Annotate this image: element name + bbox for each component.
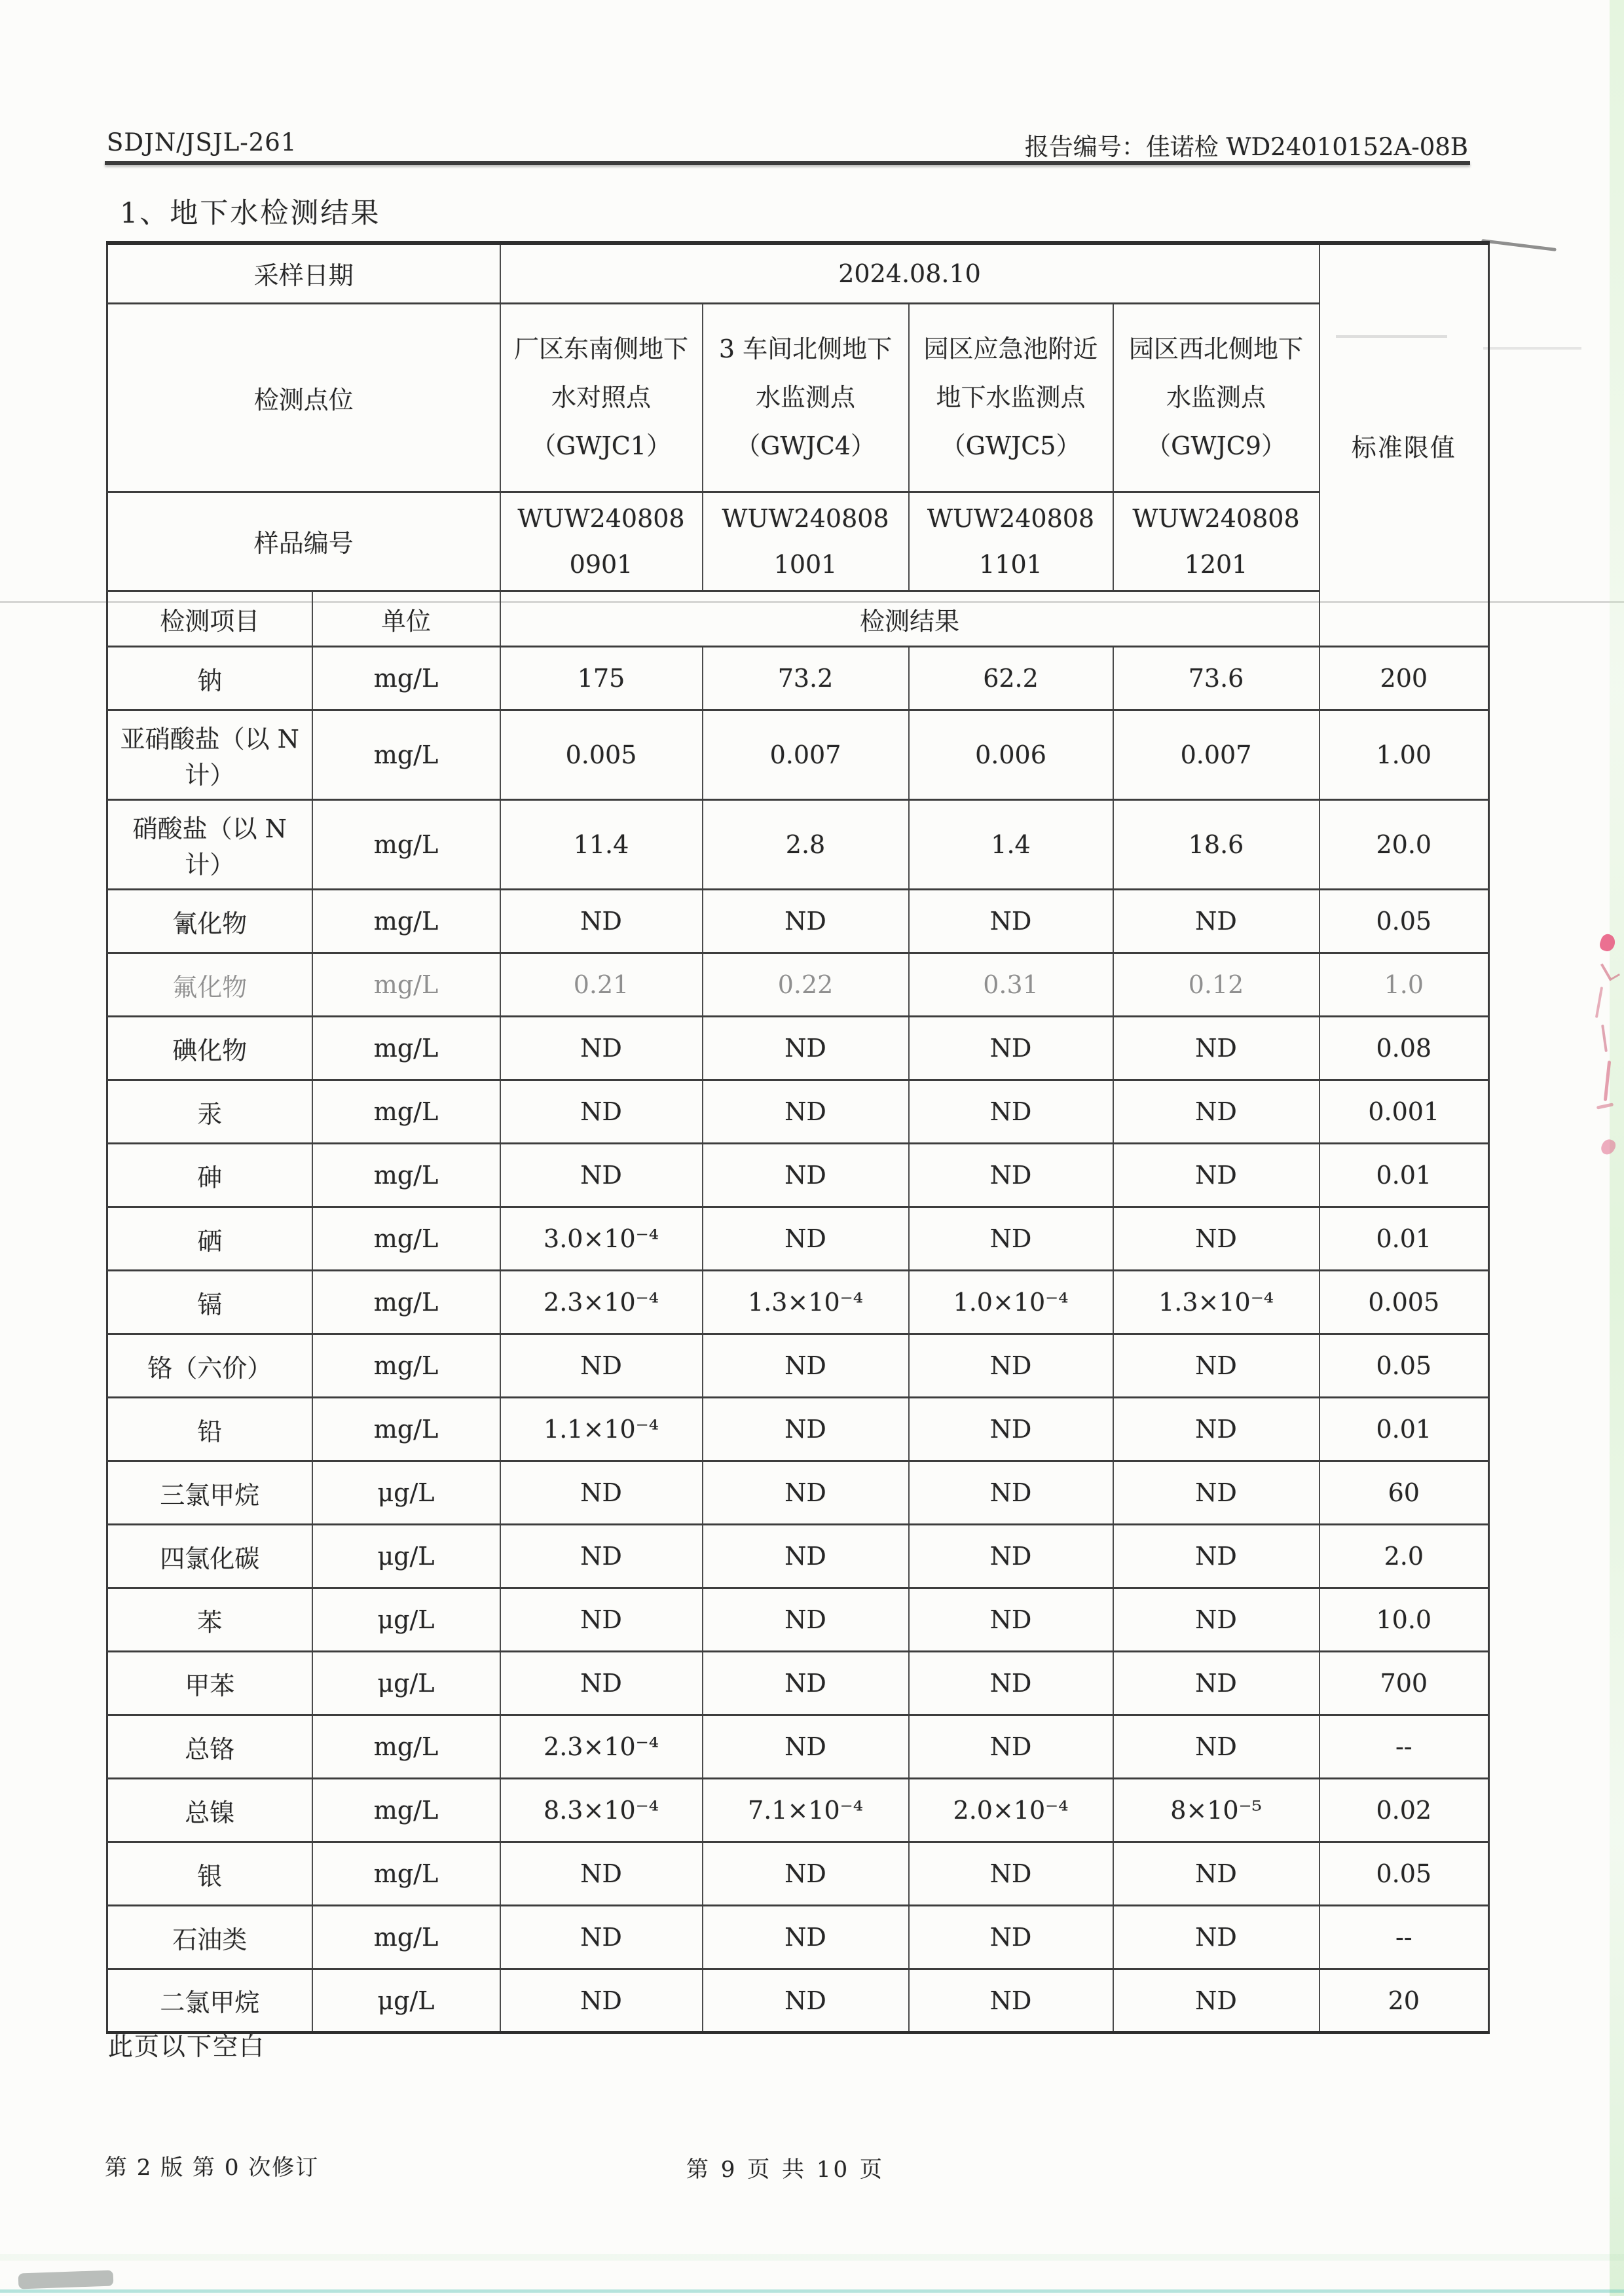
result-value: ND: [500, 890, 703, 953]
result-value: ND: [703, 1588, 909, 1652]
footer-page-number: 第 9 页 共 10 页: [686, 2157, 885, 2183]
result-value: ND: [703, 1652, 909, 1715]
result-value: ND: [1113, 1334, 1320, 1398]
analyte-unit: μg/L: [312, 1652, 500, 1715]
table-row: [107, 1207, 1489, 1271]
limit-value: 1.00: [1320, 710, 1489, 800]
analyte-name: 总镍: [107, 1779, 312, 1842]
red-pen-stroke: [1600, 958, 1620, 981]
table-row: [107, 1334, 1489, 1398]
table-row: [107, 710, 1489, 800]
analyte-unit: μg/L: [312, 1525, 500, 1588]
limit-value: 0.01: [1320, 1398, 1489, 1461]
analyte-unit: mg/L: [312, 1271, 500, 1334]
result-value: ND: [703, 1969, 909, 2033]
table-row: [107, 1525, 1489, 1588]
analyte-name: 氰化物: [107, 890, 312, 953]
item-column-header: 检测项目: [107, 591, 312, 647]
red-pen-marks: [1593, 926, 1619, 1169]
result-value: ND: [909, 1652, 1113, 1715]
header-rule: [105, 161, 1470, 165]
limit-value: --: [1320, 1715, 1489, 1779]
result-value: ND: [1113, 1715, 1320, 1779]
result-value: ND: [703, 890, 909, 953]
analyte-name: 石油类: [107, 1906, 312, 1969]
result-value: 8.3×10⁻⁴: [500, 1779, 703, 1842]
analyte-name: 氟化物: [107, 953, 312, 1017]
result-value: 2.3×10⁻⁴: [500, 1271, 703, 1334]
result-value: 62.2: [909, 647, 1113, 710]
limit-value: 0.005: [1320, 1271, 1489, 1334]
result-value: ND: [909, 1842, 1113, 1906]
analyte-name: 钠: [107, 647, 312, 710]
result-value: ND: [500, 1144, 703, 1207]
limit-value: 0.02: [1320, 1779, 1489, 1842]
table-row: [107, 1779, 1489, 1842]
analyte-unit: mg/L: [312, 647, 500, 710]
result-value: ND: [703, 1334, 909, 1398]
result-value: ND: [500, 1588, 703, 1652]
analyte-name: 碘化物: [107, 1017, 312, 1080]
analyte-name: 三氯甲烷: [107, 1461, 312, 1525]
analyte-unit: μg/L: [312, 1969, 500, 2033]
table-row: [107, 1461, 1489, 1525]
result-value: 2.8: [703, 800, 909, 890]
blank-below-note: 此页以下空白: [108, 2032, 266, 2061]
result-value: ND: [500, 1652, 703, 1715]
result-value: 0.005: [500, 710, 703, 800]
result-value: ND: [500, 1017, 703, 1080]
table-row: [107, 800, 1489, 890]
results-table: [106, 241, 1490, 2034]
table-row: [107, 1969, 1489, 2033]
result-value: ND: [909, 1906, 1113, 1969]
analyte-name: 苯: [107, 1588, 312, 1652]
result-value: ND: [703, 1144, 909, 1207]
limit-value: 10.0: [1320, 1588, 1489, 1652]
result-value: ND: [909, 1080, 1113, 1144]
analyte-unit: mg/L: [312, 953, 500, 1017]
analyte-name: 铬（六价）: [107, 1334, 312, 1398]
result-value: ND: [703, 1715, 909, 1779]
scan-bottom-line: [0, 2289, 1624, 2293]
result-value: ND: [500, 1842, 703, 1906]
result-value: ND: [500, 1525, 703, 1588]
table-row: [107, 1715, 1489, 1779]
result-value: ND: [1113, 1969, 1320, 2033]
analyte-unit: mg/L: [312, 800, 500, 890]
result-value: 1.3×10⁻⁴: [703, 1271, 909, 1334]
analyte-name: 硝酸盐（以 N 计）: [107, 800, 312, 890]
limit-value: 200: [1320, 647, 1489, 710]
result-value: ND: [703, 1207, 909, 1271]
red-pen-stroke: [1601, 1025, 1608, 1052]
sample-id-row: [107, 492, 1489, 591]
result-value: ND: [500, 1334, 703, 1398]
analyte-name: 总铬: [107, 1715, 312, 1779]
result-value: 0.21: [500, 953, 703, 1017]
analyte-unit: μg/L: [312, 1588, 500, 1652]
result-value: 0.007: [1113, 710, 1320, 800]
analyte-unit: mg/L: [312, 1842, 500, 1906]
result-value: ND: [1113, 1588, 1320, 1652]
analyte-unit: mg/L: [312, 1715, 500, 1779]
result-value: 0.006: [909, 710, 1113, 800]
report-number: 报告编号：佳诺检 WD24010152A-08B: [1024, 133, 1468, 161]
analyte-name: 汞: [107, 1080, 312, 1144]
result-value: ND: [909, 1144, 1113, 1207]
result-value: ND: [909, 1969, 1113, 2033]
unit-column-header: 单位: [312, 591, 500, 647]
result-value: 0.31: [909, 953, 1113, 1017]
analyte-unit: mg/L: [312, 1398, 500, 1461]
table-row: [107, 1842, 1489, 1906]
sampling-date-row: [107, 243, 1489, 303]
limit-value: 0.05: [1320, 890, 1489, 953]
sample-id-label: 样品编号: [107, 492, 500, 591]
limit-value: 0.001: [1320, 1080, 1489, 1144]
result-value: 175: [500, 647, 703, 710]
column-header-row: [107, 591, 1489, 647]
result-value: 8×10⁻⁵: [1113, 1779, 1320, 1842]
result-value: 0.12: [1113, 953, 1320, 1017]
sample-id: WUW240808 1201: [1113, 492, 1320, 591]
result-value: 1.0×10⁻⁴: [909, 1271, 1113, 1334]
result-value: ND: [703, 1398, 909, 1461]
result-value: ND: [1113, 1207, 1320, 1271]
table-row: [107, 1906, 1489, 1969]
result-value: ND: [500, 1080, 703, 1144]
result-value: ND: [909, 1525, 1113, 1588]
result-value: 7.1×10⁻⁴: [703, 1779, 909, 1842]
limit-column-header: 标准限值: [1320, 243, 1489, 647]
analyte-name: 四氯化碳: [107, 1525, 312, 1588]
result-value: ND: [1113, 1398, 1320, 1461]
result-value: 11.4: [500, 800, 703, 890]
limit-value: 20.0: [1320, 800, 1489, 890]
result-value: 1.3×10⁻⁴: [1113, 1271, 1320, 1334]
result-value: ND: [1113, 1080, 1320, 1144]
table-row: [107, 1398, 1489, 1461]
result-value: ND: [703, 1906, 909, 1969]
table-row: [107, 1271, 1489, 1334]
result-value: ND: [909, 1461, 1113, 1525]
result-value: ND: [703, 1525, 909, 1588]
limit-value: 20: [1320, 1969, 1489, 2033]
result-value: ND: [703, 1842, 909, 1906]
result-value: ND: [909, 1017, 1113, 1080]
result-value: ND: [1113, 1017, 1320, 1080]
table-row: [107, 1017, 1489, 1080]
result-value: ND: [909, 1588, 1113, 1652]
limit-value: 0.05: [1320, 1334, 1489, 1398]
result-value: ND: [703, 1080, 909, 1144]
result-value: 2.3×10⁻⁴: [500, 1715, 703, 1779]
table-row: [107, 1588, 1489, 1652]
result-value: 73.6: [1113, 647, 1320, 710]
sample-id: WUW240808 1001: [703, 492, 909, 591]
sample-id: WUW240808 0901: [500, 492, 703, 591]
table-row: [107, 647, 1489, 710]
analyte-name: 铅: [107, 1398, 312, 1461]
analyte-unit: mg/L: [312, 1779, 500, 1842]
result-value: ND: [909, 1334, 1113, 1398]
monitoring-points-row: [107, 303, 1489, 492]
scan-bottom-streak: [0, 2254, 1624, 2261]
analyte-unit: mg/L: [312, 1334, 500, 1398]
analyte-name: 硒: [107, 1207, 312, 1271]
results-table-body: [107, 243, 1489, 2033]
scan-corner-smudge: [18, 2270, 114, 2289]
limit-value: 60: [1320, 1461, 1489, 1525]
analyte-name: 砷: [107, 1144, 312, 1207]
result-value: ND: [1113, 1842, 1320, 1906]
result-value: 73.2: [703, 647, 909, 710]
limit-value: 0.08: [1320, 1017, 1489, 1080]
analyte-unit: mg/L: [312, 890, 500, 953]
analyte-name: 二氯甲烷: [107, 1969, 312, 2033]
red-pen-stroke: [1596, 1102, 1614, 1109]
doc-code: SDJN/JSJL-261: [107, 128, 297, 156]
result-value: ND: [500, 1906, 703, 1969]
limit-value: 0.01: [1320, 1207, 1489, 1271]
footer-revision: 第 2 版 第 0 次修订: [105, 2155, 320, 2181]
result-value: ND: [703, 1461, 909, 1525]
result-value: 1.4: [909, 800, 1113, 890]
analyte-unit: mg/L: [312, 1144, 500, 1207]
limit-value: 700: [1320, 1652, 1489, 1715]
result-value: 3.0×10⁻⁴: [500, 1207, 703, 1271]
result-value: ND: [909, 1715, 1113, 1779]
table-row: [107, 1652, 1489, 1715]
result-value: ND: [703, 1017, 909, 1080]
table-row: [107, 1144, 1489, 1207]
analyte-name: 银: [107, 1842, 312, 1906]
analyte-name: 镉: [107, 1271, 312, 1334]
result-value: 0.22: [703, 953, 909, 1017]
analyte-unit: mg/L: [312, 1207, 500, 1271]
points-label: 检测点位: [107, 303, 500, 492]
analyte-unit: mg/L: [312, 710, 500, 800]
result-value: ND: [1113, 1906, 1320, 1969]
result-value: ND: [1113, 1144, 1320, 1207]
sampling-date-value: 2024.08.10: [500, 243, 1320, 303]
result-value: 0.007: [703, 710, 909, 800]
red-pen-dot: [1599, 1137, 1617, 1157]
section-title: 1、地下水检测结果: [120, 197, 381, 230]
point-gwjc5: 园区应急池附近地下水监测点（GWJC5）: [909, 303, 1113, 492]
point-gwjc1: 厂区东南侧地下水对照点（GWJC1）: [500, 303, 703, 492]
red-pen-stroke: [1604, 1061, 1611, 1101]
result-value: ND: [500, 1969, 703, 2033]
result-value: ND: [1113, 890, 1320, 953]
sample-id: WUW240808 1101: [909, 492, 1113, 591]
limit-value: 1.0: [1320, 953, 1489, 1017]
result-column-header: 检测结果: [500, 591, 1320, 647]
table-row: [107, 890, 1489, 953]
result-value: ND: [909, 890, 1113, 953]
analyte-unit: μg/L: [312, 1461, 500, 1525]
limit-value: 0.05: [1320, 1842, 1489, 1906]
sampling-date-label: 采样日期: [107, 243, 500, 303]
point-gwjc9: 园区西北侧地下水监测点（GWJC9）: [1113, 303, 1320, 492]
red-pen-stroke: [1595, 987, 1603, 1018]
analyte-unit: mg/L: [312, 1080, 500, 1144]
red-pen-dot: [1598, 932, 1617, 953]
analyte-name: 甲苯: [107, 1652, 312, 1715]
analyte-name: 亚硝酸盐（以 N 计）: [107, 710, 312, 800]
limit-value: 0.01: [1320, 1144, 1489, 1207]
result-value: 18.6: [1113, 800, 1320, 890]
result-value: ND: [1113, 1461, 1320, 1525]
result-value: ND: [909, 1207, 1113, 1271]
scan-border-wiggle: [1481, 239, 1557, 251]
limit-value: 2.0: [1320, 1525, 1489, 1588]
analyte-unit: mg/L: [312, 1017, 500, 1080]
result-value: 1.1×10⁻⁴: [500, 1398, 703, 1461]
result-value: 2.0×10⁻⁴: [909, 1779, 1113, 1842]
result-value: ND: [1113, 1525, 1320, 1588]
scan-noise-dash: [1483, 347, 1581, 350]
point-gwjc4: 3 车间北侧地下水监测点（GWJC4）: [703, 303, 909, 492]
table-row: [107, 953, 1489, 1017]
table-row: [107, 1080, 1489, 1144]
result-value: ND: [1113, 1652, 1320, 1715]
limit-value: --: [1320, 1906, 1489, 1969]
result-value: ND: [909, 1398, 1113, 1461]
result-value: ND: [500, 1461, 703, 1525]
analyte-unit: mg/L: [312, 1906, 500, 1969]
